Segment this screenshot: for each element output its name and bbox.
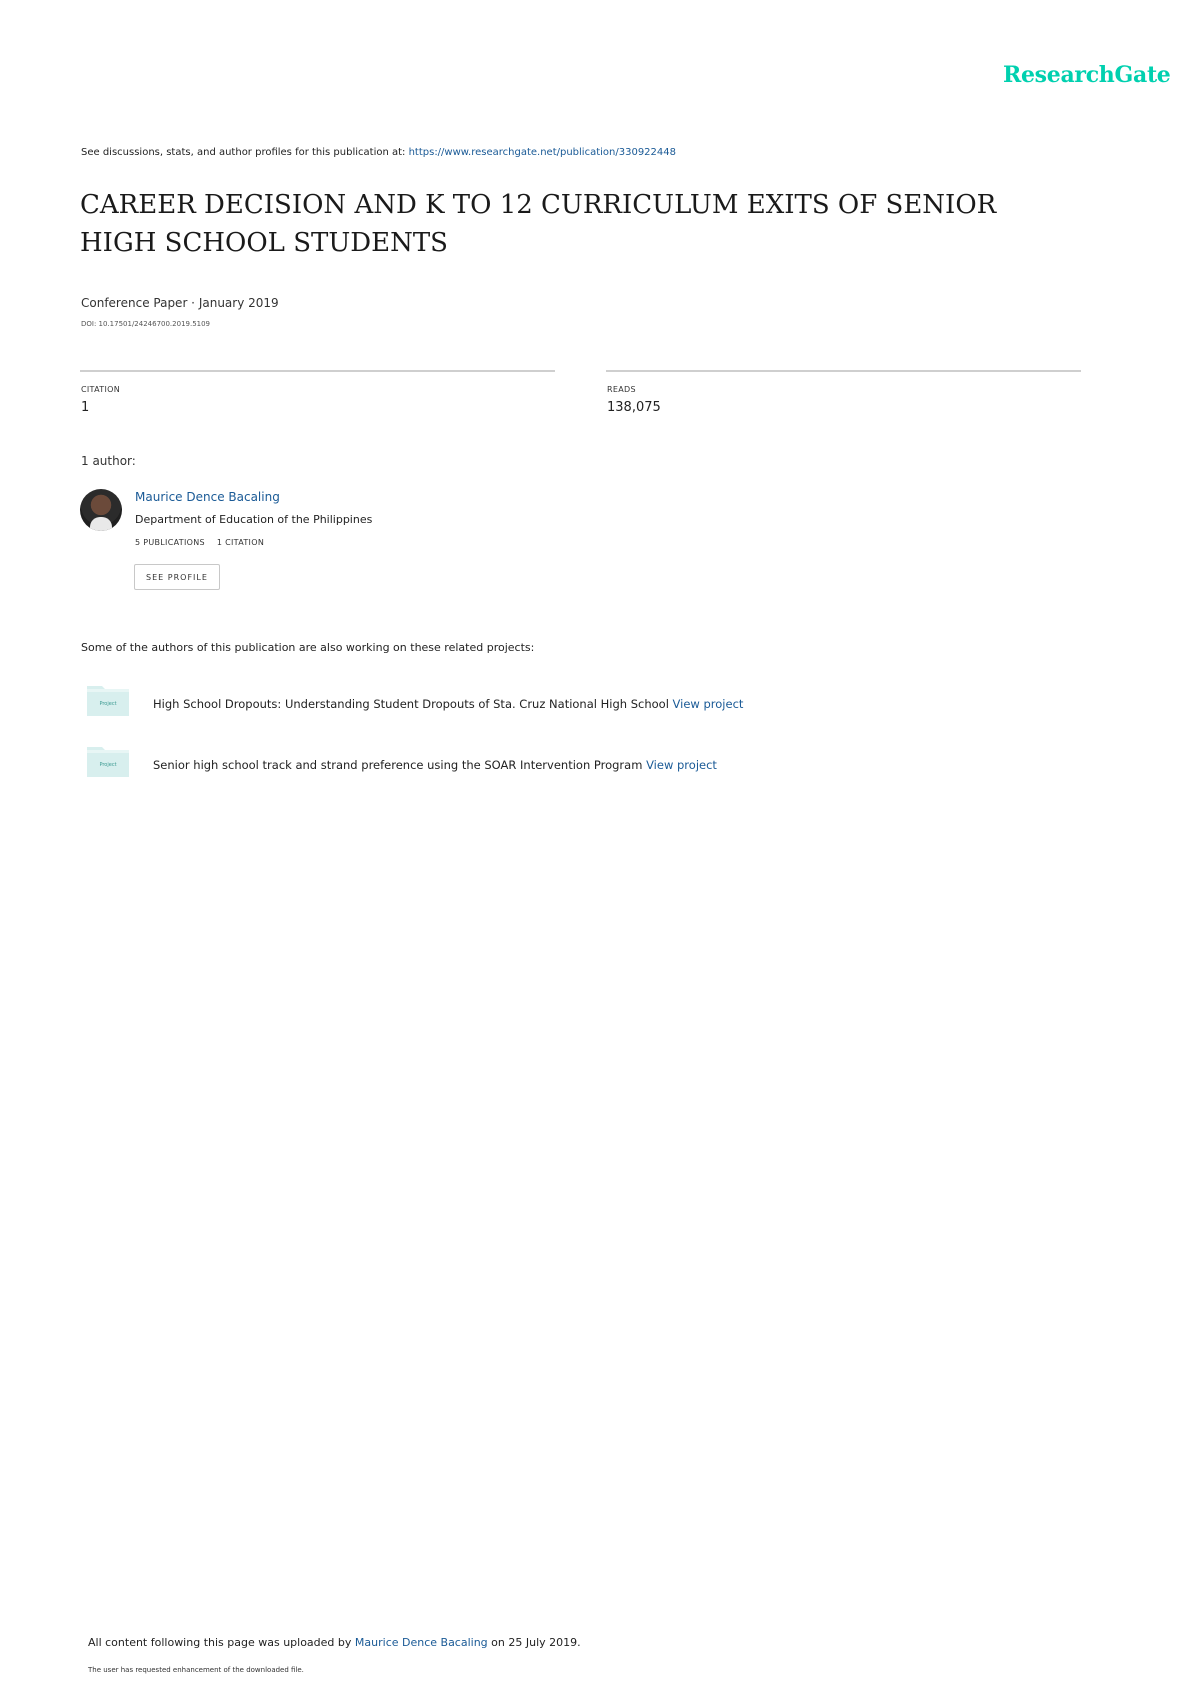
related-project-item — [153, 758, 717, 772]
author-metrics — [135, 538, 276, 547]
see-profile-button[interactable]: SEE PROFILE — [134, 564, 220, 590]
related-project-title: Senior high school track and strand preference using the SOAR Intervention Program — [153, 758, 647, 772]
related-project-title: High School Dropouts: Understanding Student Dropouts of Sta. Cruz National High School — [153, 697, 673, 711]
related-project-item — [153, 697, 743, 711]
reads-label: READS — [607, 385, 636, 394]
upload-notice-prefix: All content following this page was uploaded by — [88, 1636, 355, 1649]
authors-heading: 1 author: — [81, 454, 136, 468]
project-folder-icon — [86, 744, 130, 778]
researchgate-logo[interactable]: ResearchGate — [1003, 62, 1171, 88]
author-name-link[interactable]: Maurice Dence Bacaling — [135, 490, 280, 504]
project-icon-label: Project — [99, 701, 117, 707]
view-project-link[interactable]: View project — [646, 758, 717, 772]
publication-type-date: Conference Paper · January 2019 — [81, 296, 279, 310]
citation-label: CITATION — [81, 385, 120, 394]
upload-notice — [88, 1636, 581, 1649]
related-projects-heading: Some of the authors of this publication are also working on these related projects: — [81, 641, 535, 654]
publication-doi: DOI: 10.17501/24246700.2019.5109 — [81, 320, 211, 328]
view-project-link[interactable]: View project — [672, 697, 744, 711]
citation-count: 1 — [81, 400, 90, 415]
project-folder-icon — [86, 683, 130, 717]
see-discussions-text: See discussions, stats, and author profiles for this publication at: — [81, 147, 409, 158]
author-citations-count: 1 CITATION — [216, 538, 265, 547]
upload-notice-date: on 25 July 2019. — [487, 1636, 581, 1649]
reads-divider — [606, 370, 1081, 372]
see-discussions-line — [81, 147, 676, 158]
project-icon-label: Project — [99, 762, 117, 768]
publication-url-link[interactable]: https://www.researchgate.net/publication/330922448 — [408, 147, 676, 158]
author-publications-count: 5 PUBLICATIONS — [135, 538, 205, 547]
publication-title: CAREER DECISION AND K TO 12 CURRICULUM EXITS OF SENIOR HIGH SCHOOL STUDENTS — [80, 190, 997, 258]
citation-divider — [80, 370, 555, 372]
uploader-link[interactable]: Maurice Dence Bacaling — [354, 1636, 488, 1649]
enhancement-note: The user has requested enhancement of the downloaded file. — [88, 1666, 304, 1674]
author-institution: Department of Education of the Philippines — [135, 513, 373, 526]
author-avatar[interactable] — [80, 489, 122, 531]
reads-count: 138,075 — [607, 400, 661, 415]
